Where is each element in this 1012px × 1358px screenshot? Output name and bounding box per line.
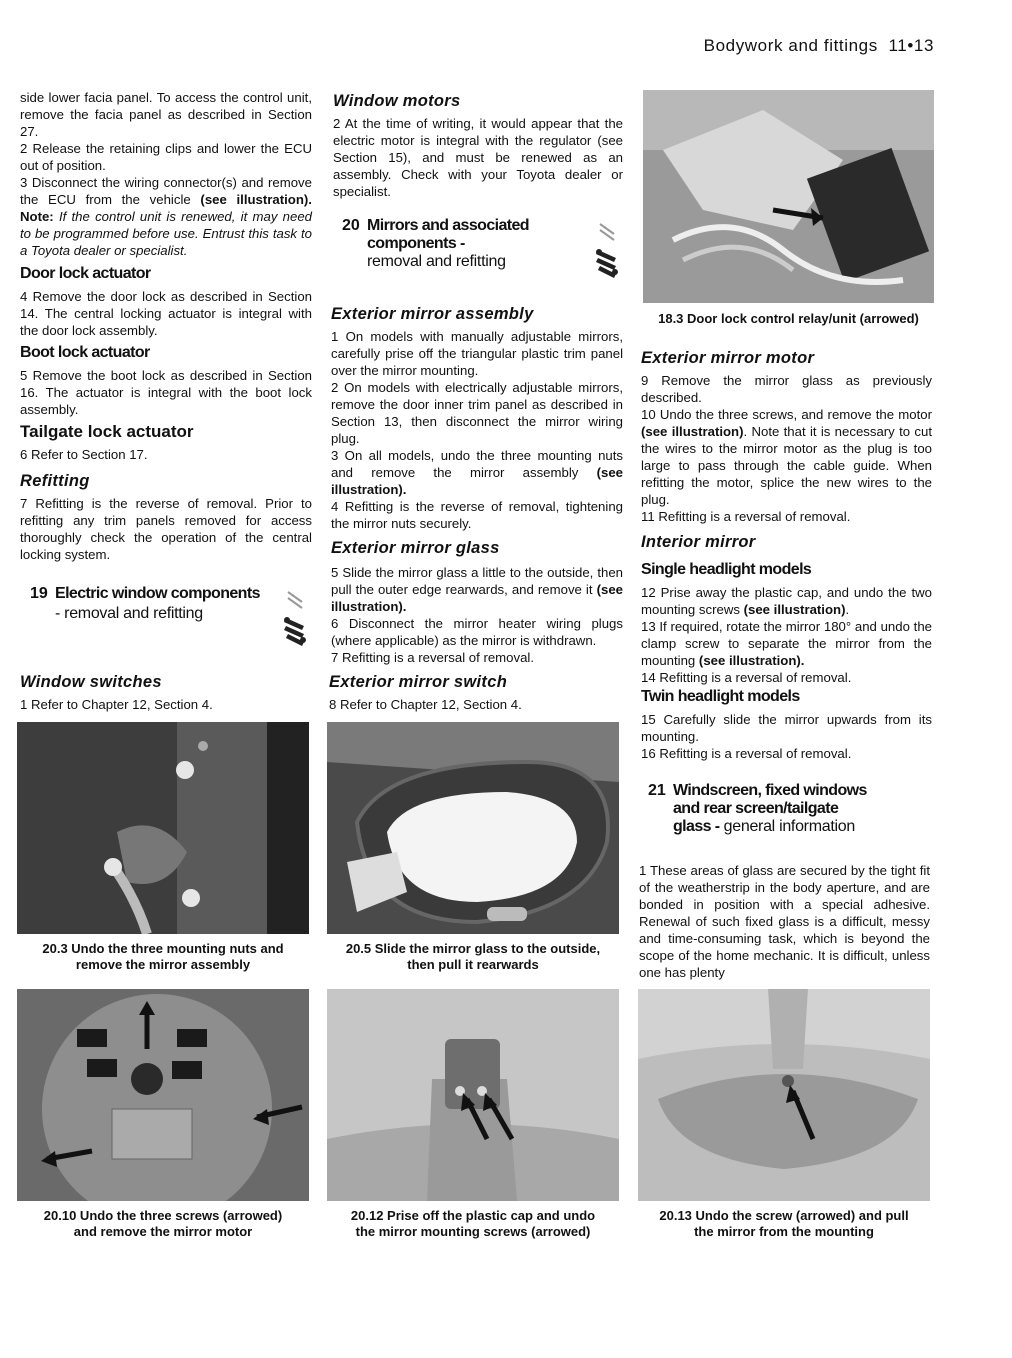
heading-interior-mirror: Interior mirror <box>641 533 756 551</box>
refitting-section <box>20 470 312 563</box>
section-number: 21 <box>648 782 666 799</box>
wrench-rating-icon <box>282 588 308 648</box>
paragraph: 16 Refitting is a reversal of removal. <box>641 746 852 761</box>
caption-20-12: 20.12 Prise off the plastic cap and undo the mirror mounting screws (arrowed) <box>350 1208 596 1239</box>
photo-18-3 <box>643 90 934 303</box>
section-title: and rear screen/tailgate <box>673 800 839 817</box>
photo-20-13 <box>638 989 930 1201</box>
paragraph: 3 On all models, undo the three mounting nuts and remove the mirror assembly (see illustration). <box>331 448 623 497</box>
paragraph: 12 Prise away the plastic cap, and undo the two mounting screws (see illustration). <box>641 585 932 617</box>
paragraph: 1 On models with manually adjustable mirrors, carefully prise off the triangular plastic trim panel over the mirror mounting. <box>331 329 623 378</box>
section-number: 20 <box>342 217 360 234</box>
page-number: 11•13 <box>888 36 934 55</box>
paragraph: 7 Refitting is the reverse of removal. Prior to refitting any trim panels removed for access thoroughly check the operation of the central locking system. <box>20 496 312 562</box>
heading-exterior-mirror-glass: Exterior mirror glass <box>331 539 500 557</box>
door-lock-section <box>20 263 312 339</box>
paragraph: 2 On models with electrically adjustable mirrors, remove the door inner trim panel as described in Section 13, then disconnect the mirror wiring plug. <box>331 380 623 446</box>
heading-single-headlight-models: Single headlight models <box>641 561 812 578</box>
section-title: Electric window components <box>55 585 260 602</box>
section-subtitle: removal and refitting <box>367 253 506 270</box>
glass-info-section <box>639 862 930 981</box>
heading-tailgate-lock-actuator: Tailgate lock actuator <box>20 422 194 441</box>
paragraph: 2 Release the retaining clips and lower the ECU out of position. <box>20 141 312 173</box>
heading-exterior-mirror-switch: Exterior mirror switch <box>329 673 508 691</box>
paragraph: 14 Refitting is a reversal of removal. <box>641 670 852 685</box>
paragraph: 2 At the time of writing, it would appear that the electric motor is integral with the regulator (see Section 15), and must be renewed as an assembly. Check with your Toyota dealer or specialist. <box>333 116 623 199</box>
paragraph: 5 Slide the mirror glass a little to the outside, then pull the outer edge rearwards, and remove it (see illustration). <box>331 565 623 614</box>
tailgate-section <box>20 421 312 463</box>
caption-20-13: 20.13 Undo the screw (arrowed) and pull the mirror from the mounting <box>659 1208 909 1239</box>
caption-18-3: 18.3 Door lock control relay/unit (arrowed) <box>658 311 919 326</box>
wrench-rating-icon <box>594 220 620 280</box>
caption-20-5: 20.5 Slide the mirror glass to the outside, then pull it rearwards <box>345 941 601 972</box>
caption-20-3: 20.3 Undo the three mounting nuts and remove the mirror assembly <box>42 941 284 972</box>
paragraph: 11 Refitting is a reversal of removal. <box>641 509 851 524</box>
paragraph: 10 Undo the three screws, and remove the motor (see illustration). Note that it is necessary to cut the wires to the mirror motor as the plug is too large to pass through the cable guide. When refitting the motor, splice the new wires to the plug. <box>641 407 932 507</box>
paragraph: 5 Remove the boot lock as described in Section 16. The actuator is integral with the boot lock assembly. <box>20 368 312 417</box>
paragraph: 1 These areas of glass are secured by the tight fit of the weatherstrip in the body aperture, and are bonded in position with a special adhesive. Renewal of such fixed glass is a difficult, messy and time-consuming task, which is beyond the scope of the home mechanic. It is difficult, unless one has plenty <box>639 863 930 980</box>
paragraph: 4 Refitting is the reverse of removal, tightening the mirror nuts securely. <box>331 499 623 531</box>
paragraph: 13 If required, rotate the mirror 180° and undo the clamp screw to separate the mirror from the mounting (see illustration). <box>641 619 932 668</box>
caption-20-10: 20.10 Undo the three screws (arrowed) and remove the mirror motor <box>43 1208 283 1239</box>
exterior-mirror-switch-section <box>329 671 621 713</box>
heading-exterior-mirror-motor: Exterior mirror motor <box>641 349 815 367</box>
heading-twin-headlight-models: Twin headlight models <box>641 688 800 705</box>
exterior-mirror-assembly-section <box>331 303 623 532</box>
photo-20-3 <box>17 722 309 934</box>
section-21-heading <box>648 782 918 836</box>
paragraph: 6 Disconnect the mirror heater wiring plugs (where applicable) as the mirror is withdrawn. <box>331 616 623 648</box>
paragraph: 3 Disconnect the wiring connector(s) and remove the ECU from the vehicle (see illustration). Note: If the control unit is renewed, it may need to be programmed before use. Entrust this task to a Toyota dealer or specialist. <box>20 175 312 258</box>
heading-boot-lock-actuator: Boot lock actuator <box>20 344 150 361</box>
exterior-mirror-motor-section <box>641 347 932 525</box>
paragraph: 7 Refitting is a reversal of removal. <box>331 650 535 665</box>
paragraph: 6 Refer to Section 17. <box>20 447 148 462</box>
section-title: glass - <box>673 818 720 835</box>
window-motors-section <box>333 90 623 200</box>
section-19-heading <box>30 585 280 623</box>
boot-lock-section <box>20 342 312 418</box>
section-title: Windscreen, fixed windows <box>673 782 867 799</box>
heading-refitting: Refitting <box>20 472 90 490</box>
section-subtitle: general information <box>719 818 855 835</box>
section-subtitle: - removal and refitting <box>55 605 203 622</box>
exterior-mirror-glass-section <box>331 537 623 666</box>
window-switches-section <box>20 671 312 713</box>
section-20-heading <box>342 217 592 271</box>
paragraph: 8 Refer to Chapter 12, Section 4. <box>329 697 522 712</box>
page-header <box>704 36 934 56</box>
heading-window-switches: Window switches <box>20 673 162 691</box>
paragraph: 15 Carefully slide the mirror upwards from its mounting. <box>641 712 932 744</box>
heading-exterior-mirror-assembly: Exterior mirror assembly <box>331 305 534 323</box>
section-number: 19 <box>30 585 48 602</box>
section-title: Mirrors and associated <box>367 217 529 234</box>
photo-20-5 <box>327 722 619 934</box>
paragraph: 1 Refer to Chapter 12, Section 4. <box>20 697 213 712</box>
heading-window-motors: Window motors <box>333 92 461 110</box>
interior-mirror-section <box>641 531 932 762</box>
header-title: Bodywork and fittings <box>703 36 878 55</box>
heading-door-lock-actuator: Door lock actuator <box>20 265 151 282</box>
paragraph: 4 Remove the door lock as described in Section 14. The central locking actuator is integral with the door lock assembly. <box>20 289 312 338</box>
section-title: components - <box>367 235 465 252</box>
paragraph: 9 Remove the mirror glass as previously described. <box>641 373 932 405</box>
column-1 <box>20 89 312 259</box>
paragraph: side lower facia panel. To access the control unit, remove the facia panel as described in Section 27. <box>20 90 312 139</box>
photo-20-12 <box>327 989 619 1201</box>
photo-20-10 <box>17 989 309 1201</box>
